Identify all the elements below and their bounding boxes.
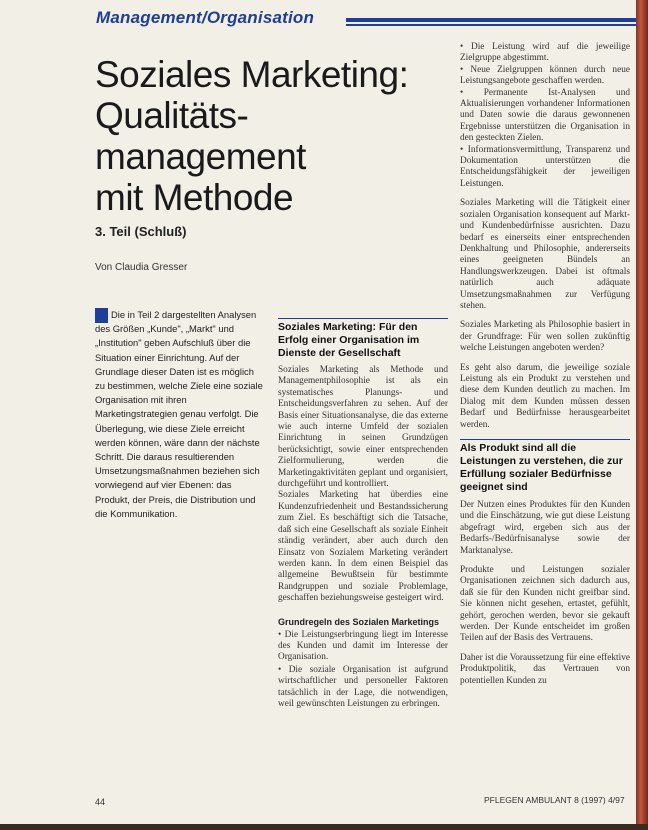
intro-paragraph <box>95 308 263 521</box>
bullet-item: • Neue Zielgruppen können durch neue Leistungsangebote geschaffen werden. <box>460 65 630 88</box>
body-paragraph: Der Nutzen eines Produktes für den Kunden und die Einschätzung, wie gut diese Leistung abgefragt wird, ergeben sich aus der Bedarfs-/Bedürfnisanalyse sowie der Marktanalyse. <box>460 500 630 556</box>
bullet-item: • Die soziale Organisation ist aufgrund wirtschaftlicher und personeller Faktoren tatsächlich in der Lage, die notwendigen, weil gewünschten Leistungen zu erbringen. <box>278 665 448 711</box>
subheading: Als Produkt sind all die Leistungen zu verstehen, die zur Erfüllung sozialer Bedürfnisse geeignet sind <box>460 439 630 494</box>
body-paragraph: Soziales Marketing als Methode und Managementphilosophie ist als ein systematisches Planungs- und Entscheidungsverfahren zu sehen. Auf der Basis einer Situationsanalyse, die das externe wie auch interne Umfeld der sozialen Einrichtung in seinen Grundzügen berücksichtigt, sowie einer entsprechenden Zielformulierung, werden die Marketingaktivitäten geplant und organisiert, durchgeführt und kontrolliert. <box>278 365 448 490</box>
body-paragraph: Es geht also darum, die jeweilige soziale Leistung als ein Produkt zu verstehen und diese dem Kunden deutlich zu machen. Im Dialog mit dem Kunden müssen dessen Bedarf und Bedürfnisse herausgearbeitet werden. <box>460 362 630 430</box>
page-edge <box>636 0 648 830</box>
header-rule-thin <box>346 24 636 26</box>
page-number: 44 <box>95 797 106 807</box>
column-right <box>460 42 630 695</box>
journal-footer: PFLEGEN AMBULANT 8 (1997) 4/97 <box>484 795 625 805</box>
title-line: management <box>95 136 306 177</box>
article-subtitle: 3. Teil (Schluß) <box>95 224 187 239</box>
body-paragraph: Soziales Marketing als Philosophie basiert in der Grundfrage: Für wen sollen zukünftig welche Leistungen angeboten werden? <box>460 320 630 354</box>
title-line: Soziales Marketing: <box>95 54 409 95</box>
bullet-item: • Permanente Ist-Analysen und Aktualisierungen vorhandener Informationen und Daten sowie die daraus gewonnenen Ergebnisse unterstützen die Organisation in den gesteckten Zielen. <box>460 88 630 145</box>
title-line: mit Methode <box>95 177 294 218</box>
column-middle <box>278 318 448 710</box>
body-paragraph: Produkte und Leistungen sozialer Organisationen zeichnen sich dadurch aus, daß sie für den Kunden nicht greifbar sind. Sie können nicht gesehen, ertastet, gefühlt, gehört, gerochen werden, bevor sie gekauft werden. Der Kunde entscheidet im großen Teilen auf der Basis des Vertrauens. <box>460 565 630 644</box>
section-title: Management/Organisation <box>96 8 315 27</box>
intro-text: Die in Teil 2 dargestellten Analysen des Größen „Kunde", „Markt" und „Institution" geben Aufschluß über die Situation einer Einrichtung. Auf der Grundlage dieser Daten ist es möglich zu bestimmen, welche Ziele eine soziale Organisation mit ihren Marketingstrategien genau verfolgt. Die Überlegung, wie diese Ziele erreicht werden können, wäre dann der nächste Schritt. Die daraus resultierenden Umsetzungsmaßnahmen beziehen sich vorwiegend auf vier Ebenen: das Produkt, der Preis, die Distribution und die Kommunikation. <box>95 309 263 519</box>
subheading: Soziales Marketing: Für den Erfolg einer Organisation im Dienste der Gesellschaft <box>278 318 448 360</box>
bullet-item: • Die Leistungserbringung liegt im Interesse des Kunden und damit im Interesse der Organisation. <box>278 630 448 664</box>
bullet-item: • Die Leistung wird auf die jeweilige Zielgruppe abgestimmt. <box>460 42 630 65</box>
author-byline: Von Claudia Gresser <box>95 262 188 273</box>
body-paragraph: Daher ist die Voraussetzung für eine effektive Produktpolitik, das Vertrauen von potentiellen Kunden zu <box>460 652 630 686</box>
title-line: Qualitäts- <box>95 95 249 136</box>
page-bottom-edge <box>0 824 648 830</box>
subheading-rules: Grundregeln des Sozialen Marketings <box>278 616 440 627</box>
body-paragraph: Soziales Marketing hat überdies eine Kundenzufriedenheit und Bestandssicherung zum Ziel. Es beschäftigt sich die Tatsache, daß sich eine Gesellschaft als soziale Einheit ständig verändert, aber auch durch den Einsatz von Sozialem Marketing verändert werden kann. In dem einen Beispiel das allgemeine Bewußtsein für bestimmte Randgruppen und soziale Problemlage, geschaffen beziehungsweise gesteigert wird. <box>278 490 448 604</box>
body-paragraph: Soziales Marketing will die Tätigkeit einer sozialen Organisation konsequent auf Markt- und Kundenbedürfnisse ausrichten. Dazu bedarf es einerseits einer entsprechenden Denkhaltung und Philosophie, andererseits eines geeigneten Bündels an Handlungswerkzeugen. Dabei ist oftmals natürlich auch adäquate Umsetzungsmaßnahmen zur Verfügung stehen. <box>460 198 630 311</box>
bullet-item: • Informationsvermittlung, Transparenz und Dokumentation unterstützen die Entscheidungsfähigkeit der jeweiligen Leistungen. <box>460 145 630 191</box>
header-rule <box>346 18 636 22</box>
section-header <box>96 8 636 32</box>
article-title <box>95 54 440 218</box>
